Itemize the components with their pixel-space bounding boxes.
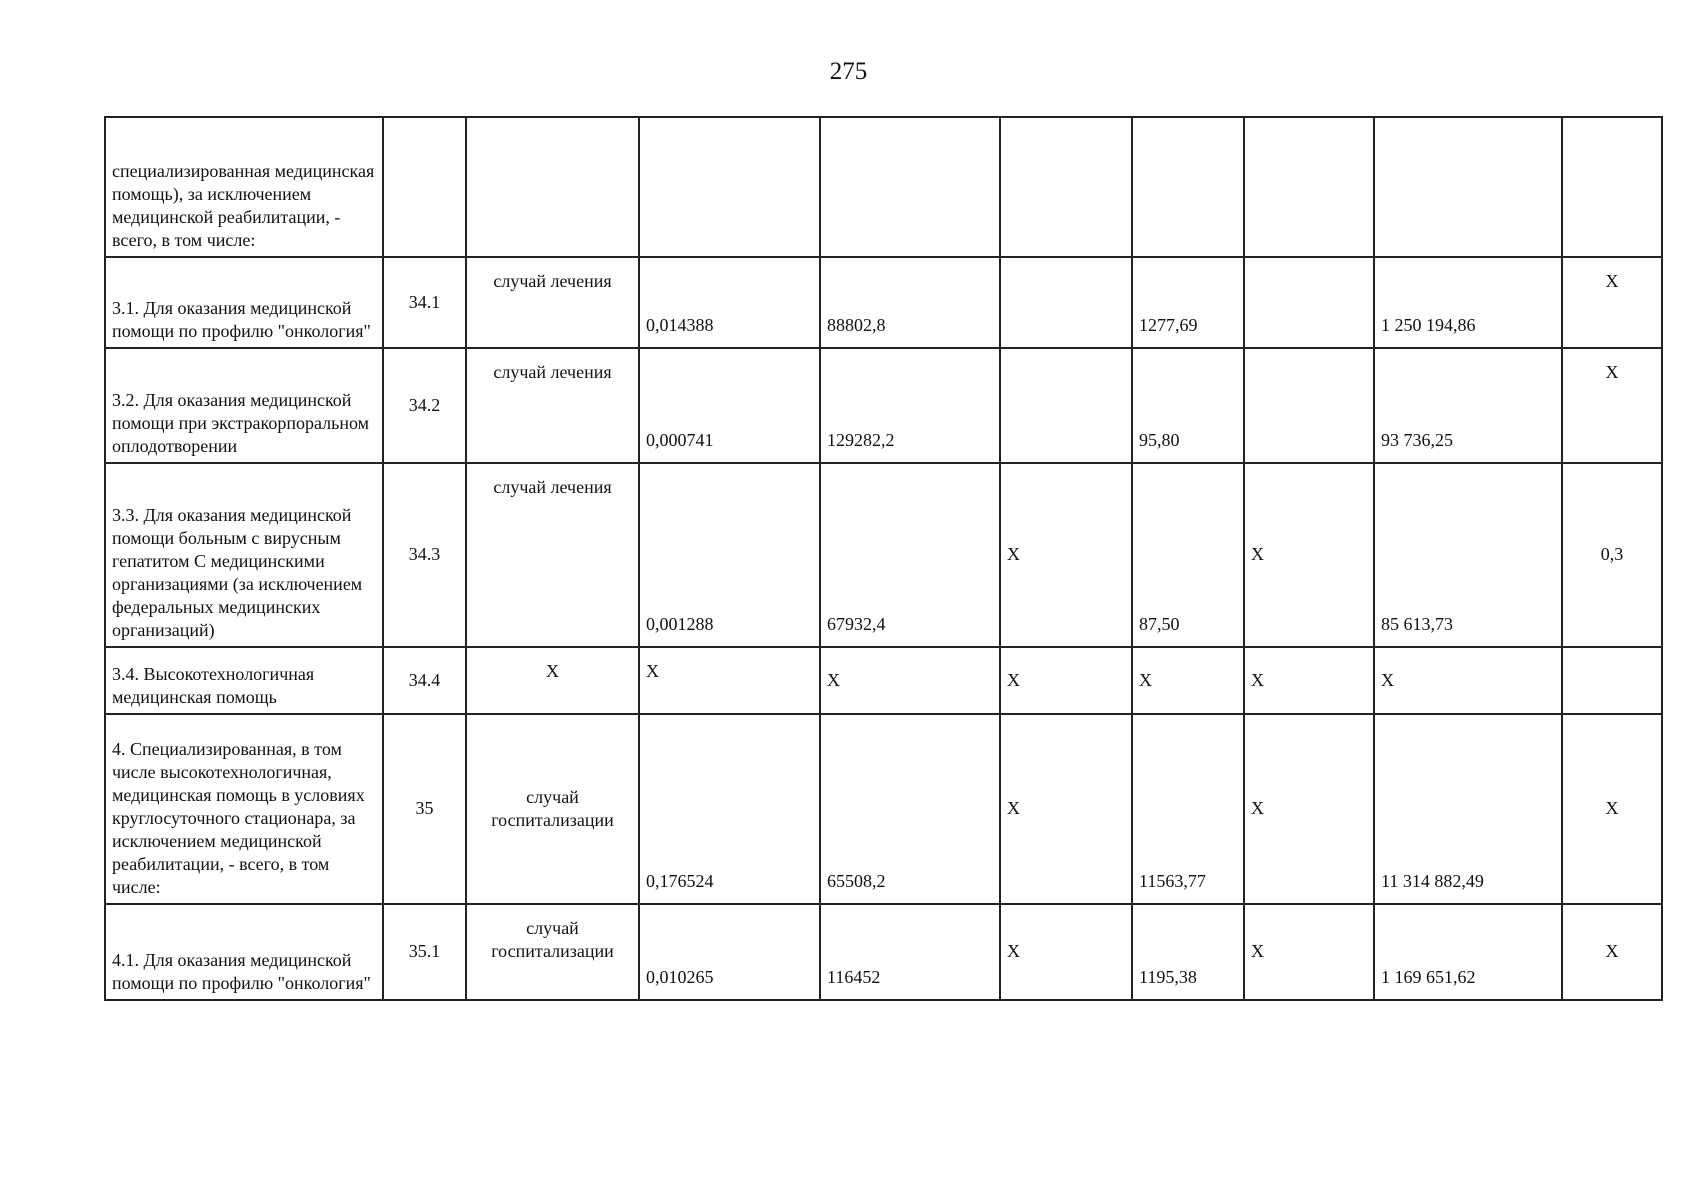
row-code: 34.3 [383, 463, 466, 647]
table-row [105, 117, 1662, 257]
cell-c5: 88802,8 [820, 257, 1000, 348]
row-unit: случай лечения [466, 463, 639, 647]
cell-c4: 0,001288 [639, 463, 820, 647]
cell-c10 [1562, 647, 1662, 714]
cell-c4: 0,014388 [639, 257, 820, 348]
row-description: специализированная медицинская помощь), за исключением медицинской реабилитации, - всего, в том числе: [105, 117, 383, 257]
cell-c10 [1562, 117, 1662, 257]
row-code: 34.2 [383, 348, 466, 463]
cell-c4 [639, 117, 820, 257]
row-unit: случай лечения [466, 257, 639, 348]
row-description: 3.2. Для оказания медицинской помощи при экстракорпоральном оплодотворении [105, 348, 383, 463]
row-code: 34.1 [383, 257, 466, 348]
cell-c4: 0,010265 [639, 904, 820, 1000]
table-row [105, 257, 1662, 348]
financing-table [104, 116, 1663, 1001]
cell-c7: 1195,38 [1132, 904, 1244, 1000]
cell-c6 [1000, 257, 1132, 348]
table-row [105, 647, 1662, 714]
cell-c7 [1132, 117, 1244, 257]
cell-c4: 0,176524 [639, 714, 820, 904]
cell-c6: X [1000, 714, 1132, 904]
table-row [105, 714, 1662, 904]
cell-c9: X [1374, 647, 1562, 714]
cell-c10: X [1562, 257, 1662, 348]
cell-c5: 65508,2 [820, 714, 1000, 904]
cell-c6 [1000, 117, 1132, 257]
cell-c7: 95,80 [1132, 348, 1244, 463]
cell-c5: 116452 [820, 904, 1000, 1000]
cell-c5: 67932,4 [820, 463, 1000, 647]
row-description: 3.1. Для оказания медицинской помощи по профилю "онкология" [105, 257, 383, 348]
row-description: 4.1. Для оказания медицинской помощи по профилю "онкология" [105, 904, 383, 1000]
cell-c9: 11 314 882,49 [1374, 714, 1562, 904]
row-description: 4. Специализированная, в том числе высокотехнологичная, медицинская помощь в условиях круглосуточного стационара, за исключением медицинской реабилитации, - всего, в том числе: [105, 714, 383, 904]
cell-c9: 85 613,73 [1374, 463, 1562, 647]
cell-c4: X [639, 647, 820, 714]
cell-c10: 0,3 [1562, 463, 1662, 647]
cell-c8: X [1244, 463, 1374, 647]
cell-c9 [1374, 117, 1562, 257]
row-code: 35 [383, 714, 466, 904]
row-unit: случай госпитализации [466, 714, 639, 904]
table-row [105, 463, 1662, 647]
page-number: 275 [829, 58, 868, 85]
cell-c10: X [1562, 714, 1662, 904]
cell-c5 [820, 117, 1000, 257]
cell-c8: X [1244, 904, 1374, 1000]
cell-c8 [1244, 348, 1374, 463]
cell-c5: 129282,2 [820, 348, 1000, 463]
cell-c7: X [1132, 647, 1244, 714]
cell-c8 [1244, 257, 1374, 348]
row-description: 3.3. Для оказания медицинской помощи больным с вирусным гепатитом С медицинскими организациями (за исключением федеральных медицинских организаций) [105, 463, 383, 647]
cell-c6: X [1000, 904, 1132, 1000]
row-code: 34.4 [383, 647, 466, 714]
cell-c6: X [1000, 463, 1132, 647]
cell-c5: X [820, 647, 1000, 714]
row-unit: X [466, 647, 639, 714]
cell-c6 [1000, 348, 1132, 463]
row-unit: случай госпитализации [466, 904, 639, 1000]
cell-c9: 1 250 194,86 [1374, 257, 1562, 348]
row-unit [466, 117, 639, 257]
cell-c8: X [1244, 647, 1374, 714]
cell-c7: 1277,69 [1132, 257, 1244, 348]
cell-c8 [1244, 117, 1374, 257]
cell-c7: 87,50 [1132, 463, 1244, 647]
table-row [105, 348, 1662, 463]
cell-c10: X [1562, 348, 1662, 463]
row-code [383, 117, 466, 257]
cell-c8: X [1244, 714, 1374, 904]
table-row [105, 904, 1662, 1000]
cell-c4: 0,000741 [639, 348, 820, 463]
row-description: 3.4. Высокотехнологичная медицинская помощь [105, 647, 383, 714]
row-unit: случай лечения [466, 348, 639, 463]
cell-c9: 93 736,25 [1374, 348, 1562, 463]
cell-c7: 11563,77 [1132, 714, 1244, 904]
cell-c10: X [1562, 904, 1662, 1000]
row-code: 35.1 [383, 904, 466, 1000]
cell-c9: 1 169 651,62 [1374, 904, 1562, 1000]
cell-c6: X [1000, 647, 1132, 714]
